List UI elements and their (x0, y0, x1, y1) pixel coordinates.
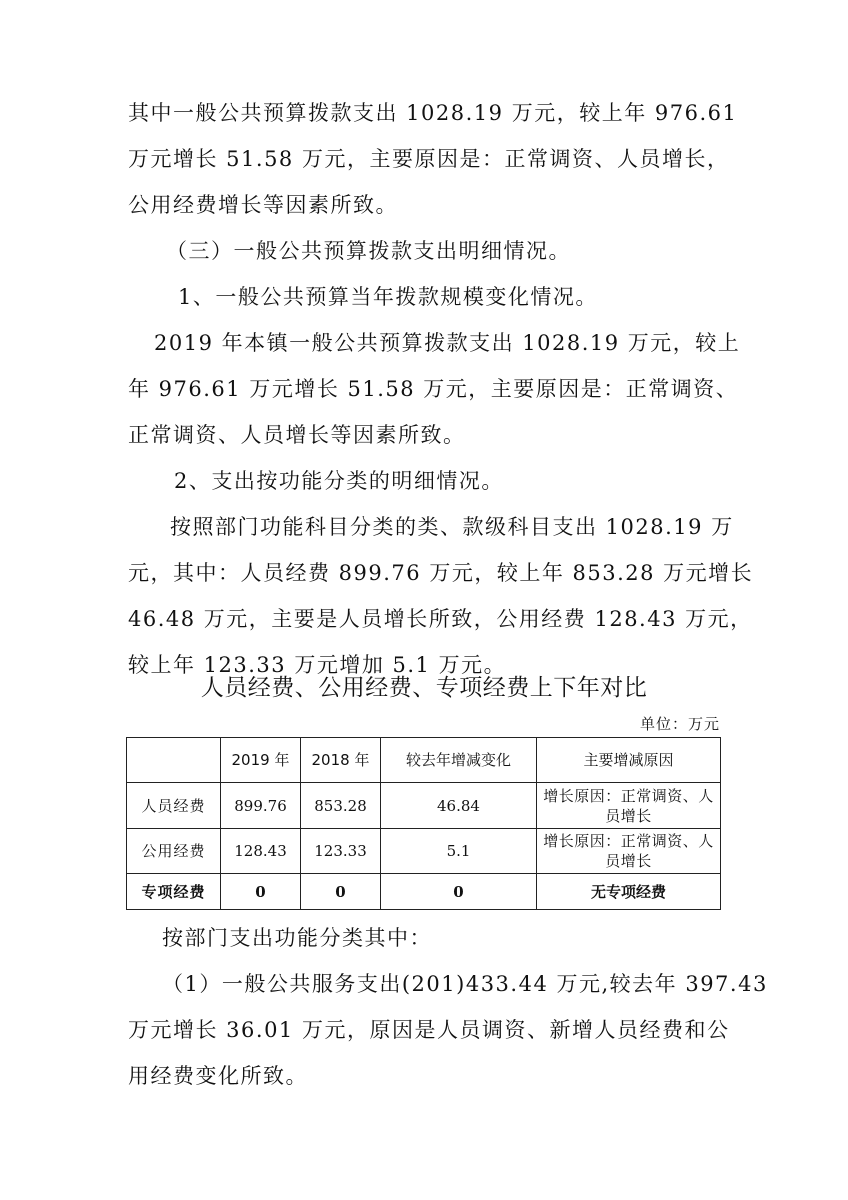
table-cell: 128.43 (221, 829, 301, 874)
header-cell: 主要增减原因 (537, 738, 721, 783)
header-cell: 2018 年 (301, 738, 381, 783)
table-cell: 0 (381, 874, 537, 910)
paragraph-line: 用经费变化所致。 (128, 1064, 308, 1088)
table-cell: 无专项经费 (537, 874, 721, 910)
subsection-heading: 1、一般公共预算当年拨款规模变化情况。 (178, 285, 598, 309)
section-heading: （三）一般公共预算拨款支出明细情况。 (166, 239, 571, 263)
paragraph-line: 46.48 万元，主要是人员增长所致，公用经费 128.43 万元， (128, 607, 753, 631)
table-cell: 46.84 (381, 783, 537, 829)
header-cell (127, 738, 221, 783)
header-cell: 较去年增减变化 (381, 738, 537, 783)
table-cell: 0 (301, 874, 381, 910)
paragraph-line: （1）一般公共服务支出(201)433.44 万元,较去年 397.43 (162, 972, 768, 996)
table-cell: 853.28 (301, 783, 381, 829)
row-label: 专项经费 (127, 874, 221, 910)
paragraph-line: 正常调资、人员增长等因素所致。 (128, 423, 466, 447)
row-label: 公用经费 (127, 829, 221, 874)
row-label: 人员经费 (127, 783, 221, 829)
table-cell: 0 (221, 874, 301, 910)
paragraph-line: 元，其中：人员经费 899.76 万元，较上年 853.28 万元增长 (128, 561, 754, 585)
table-header-row (127, 738, 721, 783)
table-row (127, 829, 721, 874)
paragraph-line: 年 976.61 万元增长 51.58 万元，主要原因是：正常调资、 (128, 377, 739, 401)
table-cell: 5.1 (381, 829, 537, 874)
header-cell: 2019 年 (221, 738, 301, 783)
reason-cell: 增长原因：正常调资、人员增长 (537, 783, 721, 829)
subsection-heading: 2、支出按功能分类的明细情况。 (174, 469, 504, 493)
table-row (127, 874, 721, 910)
table-cell: 899.76 (221, 783, 301, 829)
paragraph-line: 2019 年本镇一般公共预算拨款支出 1028.19 万元，较上 (154, 331, 741, 355)
paragraph-line: 万元增长 51.58 万元，主要原因是：正常调资、人员增长， (128, 147, 730, 171)
table-row (127, 783, 721, 829)
paragraph-line: 万元增长 36.01 万元，原因是人员调资、新增人员经费和公 (128, 1018, 730, 1042)
reason-cell: 增长原因：正常调资、人员增长 (537, 829, 721, 874)
comparison-table (126, 737, 721, 910)
paragraph-line: 按照部门功能科目分类的类、款级科目支出 1028.19 万 (170, 515, 734, 539)
paragraph-line: 公用经费增长等因素所致。 (128, 193, 398, 217)
table-title: 人员经费、公用经费、专项经费上下年对比 (200, 675, 648, 701)
paragraph-line: 较上年 123.33 万元增加 5.1 万元。 (128, 653, 507, 677)
paragraph-line: 按部门支出功能分类其中： (162, 926, 432, 950)
table-unit: 单位：万元 (639, 715, 720, 733)
paragraph-line: 其中一般公共预算拨款支出 1028.19 万元，较上年 976.61 (128, 101, 738, 125)
table-cell: 123.33 (301, 829, 381, 874)
